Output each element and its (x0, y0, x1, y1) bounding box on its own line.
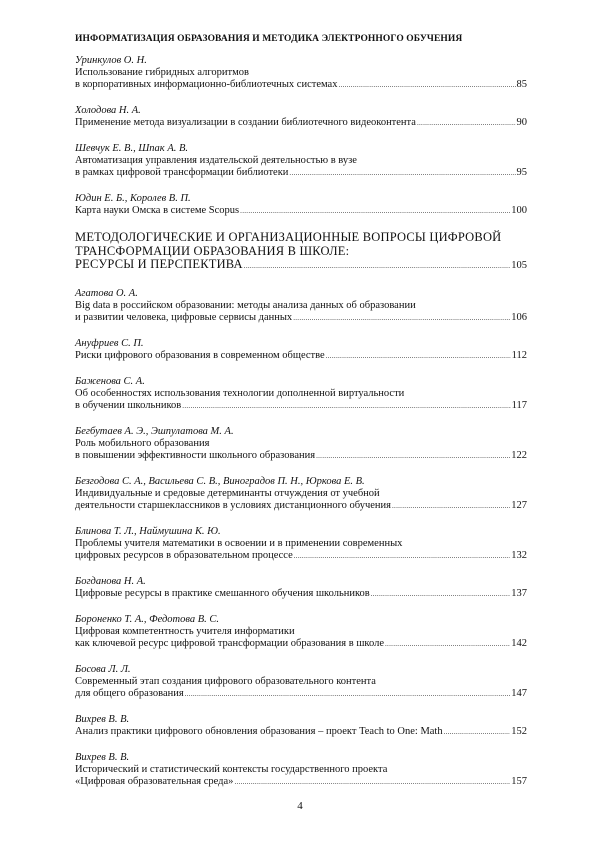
entry-page-number: 142 (511, 637, 527, 649)
toc-entry[interactable] (75, 143, 527, 179)
dot-leader (417, 117, 516, 129)
entry-page-number: 122 (511, 449, 527, 461)
section-heading-line: МЕТОДОЛОГИЧЕСКИЕ И ОРГАНИЗАЦИОННЫЕ ВОПРОСЫ ЦИФРОВОЙ (75, 230, 502, 244)
entry-title-line: для общего образования (75, 687, 184, 699)
entry-title-line: в обучении школьников (75, 399, 182, 411)
page-number-footer: 4 (297, 800, 303, 812)
entry-authors: Бегбутаев А. Э., Эшпулатова М. А. (75, 425, 234, 437)
running-header: ИНФОРМАТИЗАЦИЯ ОБРАЗОВАНИЯ И МЕТОДИКА ЭЛЕКТРОННОГО ОБУЧЕНИЯ (75, 34, 463, 44)
dot-leader (244, 260, 510, 274)
entry-authors: Вихрев В. В. (75, 713, 130, 725)
toc-entry[interactable] (75, 105, 527, 129)
dot-leader (234, 776, 510, 788)
toc-group-2 (75, 288, 527, 788)
entry-title-line: Цифровые ресурсы в практике смешанного обучения школьников (75, 587, 370, 599)
toc-entry[interactable] (75, 576, 527, 600)
entry-last-line (75, 776, 527, 788)
entry-last-line (75, 500, 527, 512)
dot-leader (444, 726, 511, 738)
entry-last-line (75, 79, 527, 91)
section-heading-line: ТРАНСФОРМАЦИИ ОБРАЗОВАНИЯ В ШКОЛЕ: (75, 243, 350, 258)
entry-page-number: 95 (516, 167, 527, 178)
entry-title-line: Риски цифрового образования в современном обществе (75, 349, 325, 361)
entry-page-number: 152 (511, 725, 527, 737)
entry-page-number: 147 (511, 687, 527, 699)
entry-last-line (75, 450, 527, 462)
dot-leader (392, 500, 510, 512)
entry-authors: Уринкулов О. Н. (75, 55, 147, 66)
entry-title-line: в рамках цифровой трансформации библиотеки (75, 167, 289, 178)
entry-title-line: как ключевой ресурс цифровой трансформации образования в школе (75, 637, 384, 649)
entry-last-line (75, 726, 527, 738)
entry-last-line (75, 550, 527, 562)
entry-authors: Безгодова С. А., Васильева С. В., Виноградов П. Н., Юркова Е. В. (75, 475, 365, 487)
dot-leader (316, 450, 510, 462)
entry-authors: Богданова Н. А. (75, 575, 146, 587)
entry-last-line (75, 400, 527, 412)
entry-authors: Шевчук Е. В., Шпак А. В. (75, 143, 189, 154)
entry-last-line (75, 588, 527, 600)
entry-title-line: и развитии человека, цифровые сервисы данных (75, 311, 293, 323)
toc-entry[interactable] (75, 193, 527, 217)
toc-entry[interactable] (75, 614, 527, 650)
toc-group-1 (75, 55, 527, 217)
dot-leader (385, 638, 510, 650)
toc-entry[interactable] (75, 714, 527, 738)
entry-title-line: Автоматизация управления издательской деятельностью в вузе (75, 155, 357, 166)
dot-leader (294, 550, 511, 562)
entry-title-line: в корпоративных информационно-библиотечных системах (75, 79, 338, 90)
entry-title-line: Использование гибридных алгоритмов (75, 67, 249, 78)
entry-authors: Ануфриев С. П. (75, 337, 144, 349)
entry-authors: Агатова О. А. (75, 287, 138, 299)
entry-title-line: цифровых ресурсов в образовательном процессе (75, 549, 293, 561)
entry-title-line: Big data в российском образовании: методы анализа данных об образовании (75, 299, 416, 311)
dot-leader (371, 588, 511, 600)
table-of-contents (75, 55, 527, 802)
entry-page-number: 117 (511, 399, 527, 411)
toc-entry[interactable] (75, 752, 527, 788)
entry-page-number: 106 (511, 311, 527, 323)
entry-authors: Баженова С. А. (75, 375, 145, 387)
entry-last-line (75, 167, 527, 179)
entry-authors: Юдин Е. Б., Королев В. П. (75, 193, 191, 204)
entry-title-line: Современный этап создания цифрового образовательного контента (75, 675, 376, 687)
entry-title-line: Применение метода визуализации в создании библиотечного видеоконтента (75, 117, 416, 128)
toc-entry[interactable] (75, 376, 527, 412)
entry-page-number: 90 (516, 117, 527, 128)
toc-entry[interactable] (75, 664, 527, 700)
toc-entry[interactable] (75, 55, 527, 91)
dot-leader (185, 688, 511, 700)
entry-last-line (75, 350, 527, 362)
dot-leader (182, 400, 510, 412)
entry-title-line: Исторический и статистический контексты государственного проекта (75, 763, 388, 775)
entry-title-line: Проблемы учителя математики в освоении и в применении современных (75, 537, 403, 549)
entry-title-line: деятельности старшеклассников в условиях дистанционного обучения (75, 499, 391, 511)
entry-last-line (75, 688, 527, 700)
entry-title-line: «Цифровая образовательная среда» (75, 775, 234, 787)
entry-page-number: 132 (511, 549, 527, 561)
section-heading[interactable] (75, 231, 527, 274)
entry-authors: Босова Л. Л. (75, 663, 131, 675)
entry-title-line: Индивидуальные и средовые детерминанты отчуждения от учебной (75, 487, 380, 499)
entry-last-line (75, 638, 527, 650)
entry-page-number: 137 (511, 587, 527, 599)
entry-title-line: Карта науки Омска в системе Scopus (75, 205, 240, 216)
toc-entry[interactable] (75, 526, 527, 562)
entry-page-number: 127 (511, 499, 527, 511)
entry-authors: Блинова Т. Л., Наймушина К. Ю. (75, 525, 221, 537)
entry-page-number: 100 (511, 205, 527, 216)
entry-page-number: 85 (516, 79, 527, 90)
entry-authors: Холодова Н. А. (75, 105, 141, 116)
entry-page-number: 112 (511, 349, 527, 361)
entry-last-line (75, 117, 527, 129)
toc-entry[interactable] (75, 288, 527, 324)
toc-entry[interactable] (75, 476, 527, 512)
dot-leader (326, 350, 511, 362)
entry-last-line (75, 205, 527, 217)
entry-page-number: 157 (511, 775, 527, 787)
toc-entry[interactable] (75, 338, 527, 362)
dot-leader (289, 167, 515, 179)
section-heading-last-line (75, 258, 527, 274)
dot-leader (338, 79, 515, 91)
section-heading-line: РЕСУРСЫ И ПЕРСПЕКТИВА (75, 257, 243, 271)
entry-title-line: в повышении эффективности школьного образования (75, 449, 316, 461)
dot-leader (293, 312, 510, 324)
entry-title-line: Цифровая компетентность учителя информатики (75, 625, 295, 637)
entry-title-line: Роль мобильного образования (75, 437, 210, 449)
dot-leader (240, 205, 510, 217)
entry-authors: Вихрев В. В. (75, 751, 130, 763)
toc-entry[interactable] (75, 426, 527, 462)
entry-last-line (75, 312, 527, 324)
section-page-number: 105 (511, 260, 527, 271)
entry-title-line: Об особенностях использования технологии дополненной виртуальности (75, 387, 405, 399)
entry-title-line: Анализ практики цифрового обновления образования – проект Teach to One: Math (75, 725, 443, 737)
entry-authors: Бороненко Т. А., Федотова В. С. (75, 613, 220, 625)
